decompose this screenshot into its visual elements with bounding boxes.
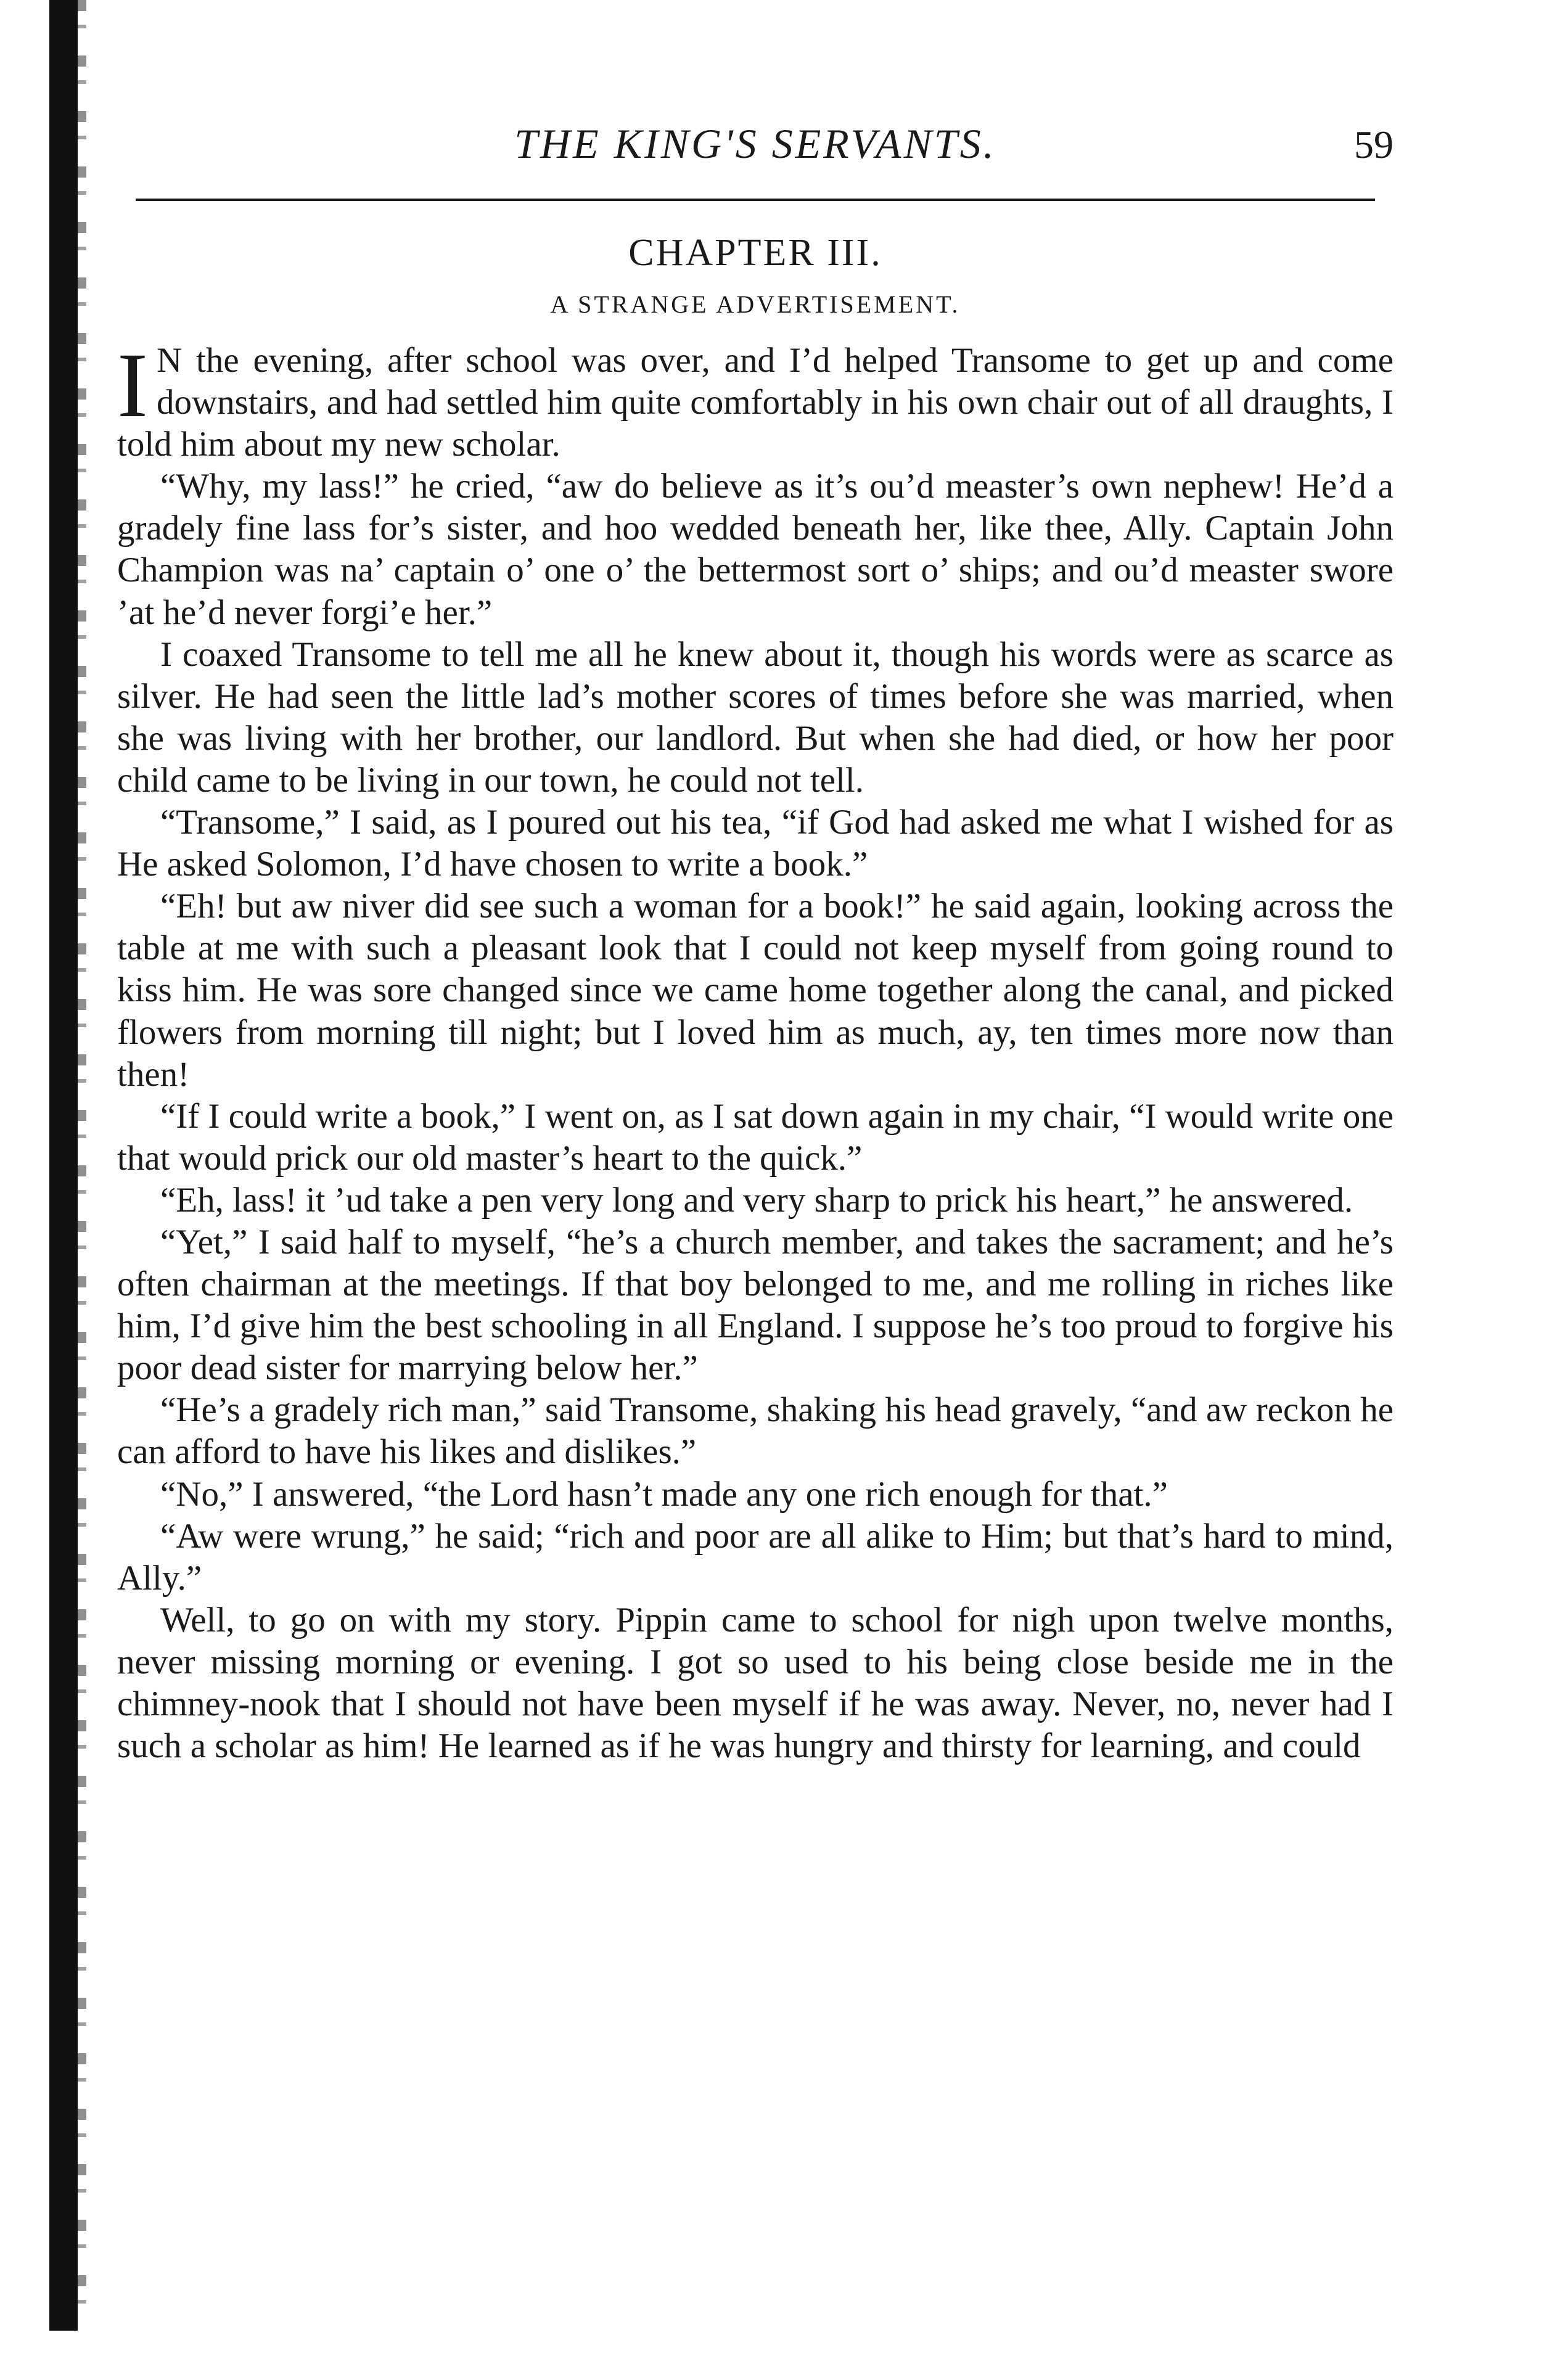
- header-rule: [136, 199, 1375, 201]
- running-title: THE KING'S SERVANTS.: [514, 120, 996, 167]
- chapter-number: CHAPTER III.: [628, 232, 882, 274]
- paragraph: “Aw were wrung,” he said; “rich and poor are all alike to Him; but that’s hard to mind, Ally.”: [117, 1516, 1394, 1598]
- body-text: [117, 334, 1394, 1767]
- book-spine-shadow: [49, 0, 78, 2331]
- paragraph: “He’s a gradely rich man,” said Transome, shaking his head gravely, “and aw reckon he can afford to have his likes and dislikes.”: [117, 1390, 1394, 1472]
- running-head: [117, 105, 1394, 185]
- paragraph: “Why, my lass!” he cried, “aw do believe as it’s ou’d measter’s own nephew! He’d a gradely fine lass for’s sister, and hoo wedded beneath her, like thee, Ally. Captain John Champion was na’ captain o’ one o’ the bettermost sort o’ ships; and ou’d measter swore ’at he’d never forgi’e her.”: [117, 467, 1394, 632]
- chapter-title: A STRANGE ADVERTISEMENT.: [550, 290, 961, 318]
- paragraph: [117, 334, 1394, 466]
- paragraph: “No,” I answered, “the Lord hasn’t made any one rich enough for that.”: [160, 1474, 1168, 1514]
- book-page: [117, 105, 1394, 1767]
- paragraph: Well, to go on with my story. Pippin came to school for nigh upon twelve months, never missing morning or evening. I got so used to his being close beside me in the chimney-nook that I should not have been myself if he was away. Never, no, never had I such a scholar as him! He learned as if he was hungry and thirsty for learning, and could: [117, 1600, 1394, 1766]
- paragraph-text: N the evening, after school was over, and I’d helped Transome to get up and come downstairs, and had settled him quite comfortably in his own chair out of all draughts, I told him about my new scholar.: [117, 341, 1394, 464]
- paragraph: “If I could write a book,” I went on, as I sat down again in my chair, “I would write one that would prick our old master’s heart to the quick.”: [117, 1096, 1394, 1178]
- paragraph: “Eh! but aw niver did see such a woman for a book!” he said again, looking across the table at me with such a pleasant look that I could not keep myself from going round to kiss him. He was sore changed since we came home together along the canal, and picked flowers from morning till night; but I loved him as much, ay, ten times more now than then!: [117, 887, 1394, 1094]
- paragraph: “Eh, lass! it ’ud take a pen very long and very sharp to prick his heart,” he answered.: [160, 1180, 1353, 1220]
- paragraph: I coaxed Transome to tell me all he knew about it, though his words were as scarce as silver. He had seen the little lad’s mother scores of times before she was married, when she was living with her brother, our landlord. But when she had died, or how her poor child came to be living in our town, he could not tell.: [117, 634, 1394, 800]
- paragraph: “Yet,” I said half to myself, “he’s a church member, and takes the sacrament; and he’s often chairman at the meetings. If that boy belonged to me, and me rolling in riches like him, I’d give him the best schooling in all England. I suppose he’s too proud to forgive his poor dead sister for marrying below her.”: [117, 1222, 1394, 1388]
- spine-edge: [78, 0, 86, 2331]
- drop-cap: I: [117, 334, 148, 437]
- page-number: 59: [1354, 123, 1394, 166]
- paragraph: “Transome,” I said, as I poured out his tea, “if God had asked me what I wished for as He asked Solomon, I’d have chosen to write a book.”: [117, 803, 1394, 884]
